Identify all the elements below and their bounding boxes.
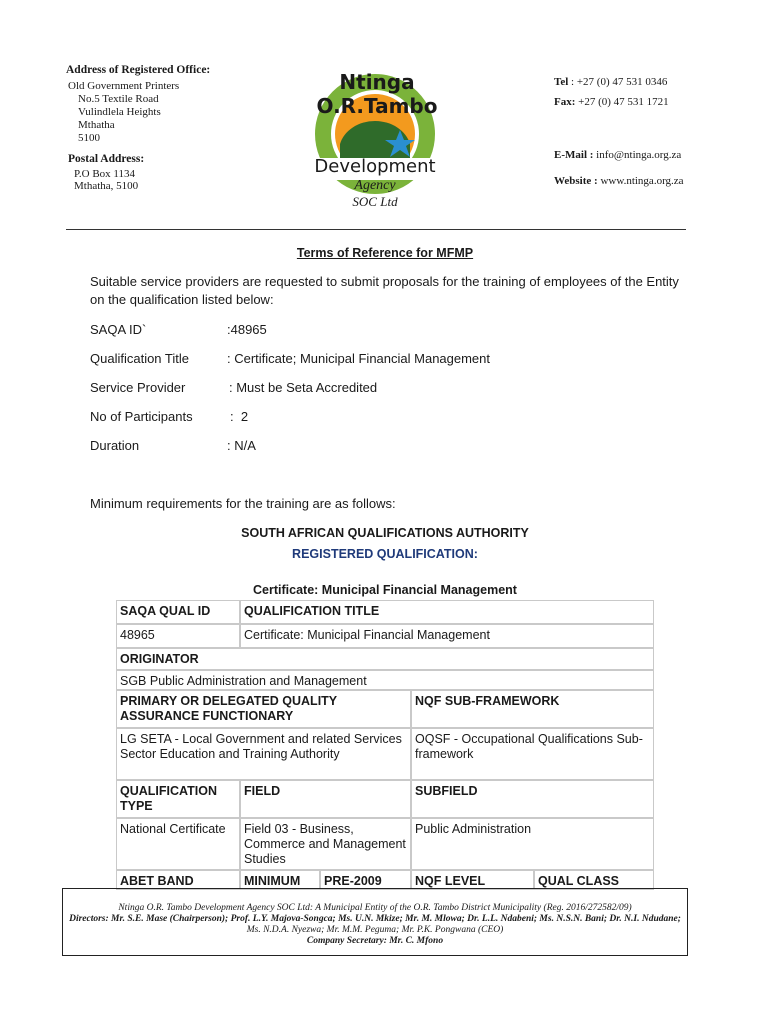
table-header-abet-band: ABET BAND — [116, 870, 240, 890]
table-header-minimum: MINIMUM — [240, 870, 320, 890]
field-label-duration: Duration — [90, 438, 140, 453]
footer-company-secretary: Company Secretary: Mr. C. Mfono — [306, 936, 444, 946]
table-header-qual-class: QUAL CLASS — [534, 870, 654, 890]
website-label: Website : — [554, 175, 598, 187]
website-line — [554, 175, 684, 187]
qualification-table — [116, 600, 654, 890]
field-label-qualification-title: Qualification Title — [90, 351, 189, 366]
fax-line — [554, 96, 669, 108]
table-cell-primary-functionary: LG SETA - Local Government and related Services Sector Education and Training Authority — [116, 728, 411, 780]
field-value-service-provider: : Must be Seta Accredited — [229, 380, 378, 395]
table-header-field: FIELD — [240, 780, 411, 818]
certificate-title: Certificate: Municipal Financial Management — [253, 583, 517, 597]
field-value-duration: : N/A — [227, 438, 256, 453]
table-header-subfield: SUBFIELD — [411, 780, 654, 818]
fax-label: Fax: — [554, 96, 576, 108]
table-cell-qualification-type: National Certificate — [116, 818, 240, 870]
office-address-line: Old Government Printers — [68, 80, 180, 92]
field-value-participants: : 2 — [230, 409, 249, 424]
email-line — [554, 149, 681, 161]
postal-address-line: P.O Box 1134 — [74, 168, 136, 180]
table-header-qualification-title: QUALIFICATION TITLE — [240, 600, 654, 624]
footer-entity-line: Ntinga O.R. Tambo Development Agency SOC Ltd: A Municipal Entity of the O.R. Tambo District Municipality (Reg. 2016/272582/09) — [118, 903, 632, 913]
table-header-saqa-qual-id: SAQA QUAL ID — [116, 600, 240, 624]
tel-line — [554, 76, 667, 88]
min-requirements-text: Minimum requirements for the training are as follows: — [90, 496, 396, 511]
agency-logo — [280, 62, 470, 218]
email-label: E-Mail : — [554, 149, 594, 161]
table-cell-nqf-sub-framework: OQSF - Occupational Qualifications Sub-framework — [411, 728, 654, 780]
field-label-saqa-id: SAQA ID` — [90, 322, 147, 337]
tel-label: Tel — [554, 76, 569, 88]
header-divider — [66, 229, 686, 230]
website-link[interactable]: www.ntinga.org.za — [600, 175, 684, 187]
logo-soc-text: SOC Ltd — [352, 194, 398, 209]
table-header-nqf-sub-framework: NQF SUB-FRAMEWORK — [411, 690, 654, 728]
footer-directors-line-2: Ms. N.D.A. Nyezwa; Mr. M.M. Peguma; Mr. P.K. Pongwana (CEO) — [246, 925, 504, 935]
logo-development-text: Development — [314, 156, 436, 177]
table-cell-qualification-title: Certificate: Municipal Financial Management — [240, 624, 654, 648]
office-address-line: Vulindlela Heights — [78, 106, 161, 118]
table-header-pre-2009: PRE-2009 — [320, 870, 411, 890]
table-cell-subfield: Public Administration — [411, 818, 654, 870]
document-title: Terms of Reference for MFMP — [296, 246, 474, 260]
table-header-qualification-type: QUALIFICATION TYPE — [116, 780, 240, 818]
logo-arc-text: Ntinga O.R.Tambo — [316, 70, 438, 118]
office-address-line: No.5 Textile Road — [78, 93, 159, 105]
table-header-originator: ORIGINATOR — [116, 648, 654, 670]
field-label-participants: No of Participants — [90, 409, 193, 424]
office-address-line: Mthatha — [78, 119, 115, 131]
footer-directors-line: Directors: Mr. S.E. Mase (Chairperson); Prof. L.Y. Majova-Songca; Ms. U.N. Mkize; Mr. M. Mlowa; Dr. L.L. Ndabeni; Ms. N.S.N. Bani; Dr. N.I. Ndudane; — [69, 914, 681, 924]
registered-qualification-heading: REGISTERED QUALIFICATION: — [292, 547, 478, 561]
field-value-saqa-id: :48965 — [227, 322, 267, 337]
field-label-service-provider: Service Provider — [90, 380, 186, 395]
authority-heading: SOUTH AFRICAN QUALIFICATIONS AUTHORITY — [241, 526, 529, 540]
email-link[interactable]: info@ntinga.org.za — [596, 149, 682, 161]
logo-agency-text: Agency — [354, 178, 396, 193]
table-cell-field: Field 03 - Business, Commerce and Management Studies — [240, 818, 411, 870]
office-address-line: 5100 — [78, 132, 100, 144]
postal-address-title: Postal Address: — [68, 153, 145, 165]
intro-paragraph: Suitable service providers are requested to submit proposals for the training of employees of the Entity on the qualification listed below: — [90, 274, 679, 307]
field-value-qualification-title: : Certificate; Municipal Financial Management — [227, 351, 491, 366]
tel-value: : +27 (0) 47 531 0346 — [571, 76, 668, 88]
postal-address-line: Mthatha, 5100 — [74, 180, 139, 192]
table-cell-saqa-qual-id: 48965 — [116, 624, 240, 648]
table-header-nqf-level: NQF LEVEL — [411, 870, 534, 890]
table-header-primary-functionary: PRIMARY OR DELEGATED QUALITY ASSURANCE FUNCTIONARY — [116, 690, 411, 728]
office-address-title: Address of Registered Office: — [66, 64, 211, 76]
table-cell-originator: SGB Public Administration and Management — [116, 670, 654, 690]
fax-value: +27 (0) 47 531 1721 — [578, 96, 669, 108]
